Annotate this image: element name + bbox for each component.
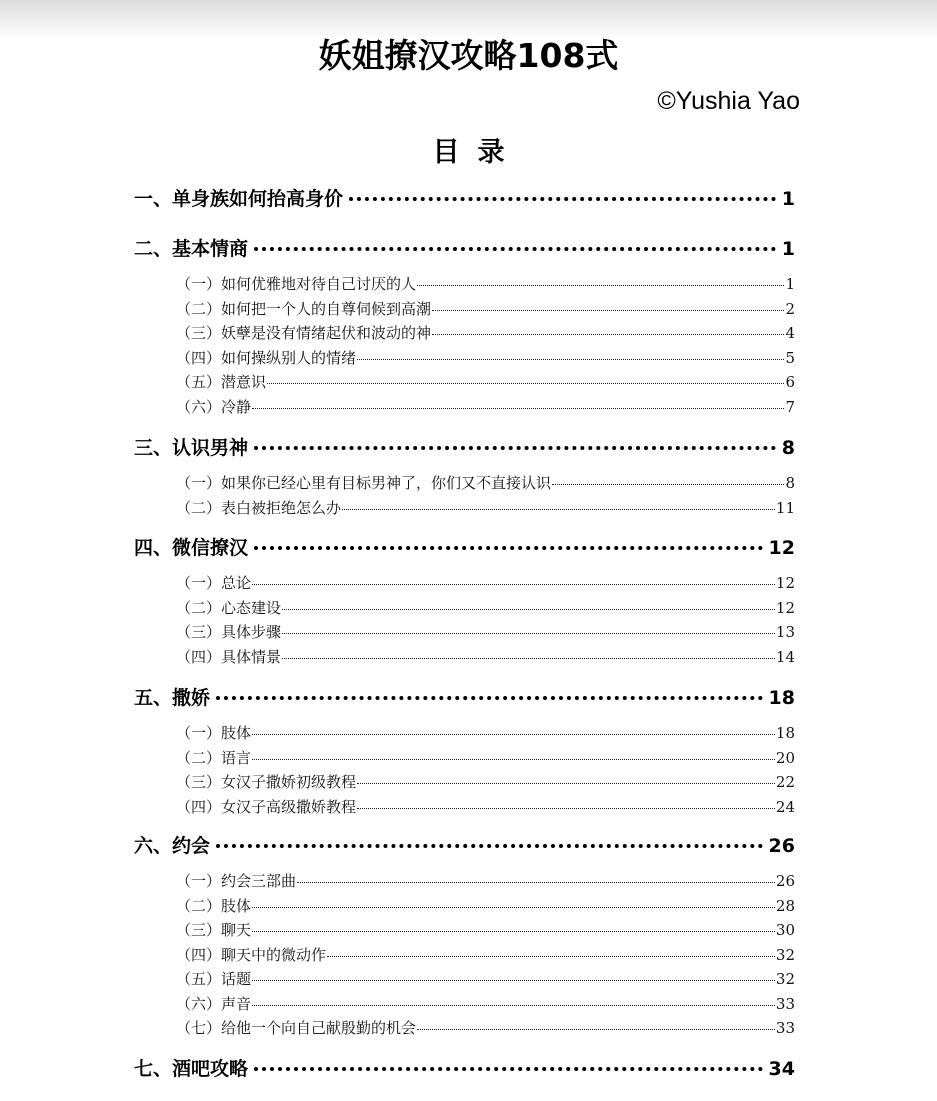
- toc-page-number: 22: [775, 773, 795, 791]
- dot-leader: [552, 484, 784, 485]
- toc-chapter-title: 六、约会: [134, 835, 211, 857]
- toc-page-number: 28: [775, 896, 795, 915]
- toc-section-title: （三）聊天: [176, 921, 252, 939]
- toc-heading-char: 目: [432, 137, 460, 168]
- toc-section-title: （四）女汉子高级撒娇教程: [176, 797, 357, 816]
- toc-section-title: （三）具体步骤: [176, 623, 282, 641]
- toc-section-entry[interactable]: [176, 870, 795, 892]
- toc-page-number: 14: [775, 647, 795, 666]
- toc-section-entry[interactable]: [176, 747, 795, 769]
- toc-page-number: 1: [785, 275, 795, 293]
- toc-chapter-entry[interactable]: [134, 533, 795, 565]
- toc-section-entry[interactable]: [176, 1017, 795, 1039]
- dot-leader: [252, 734, 775, 735]
- toc-section-title: （二）肢体: [176, 896, 252, 915]
- dot-leader: [357, 359, 784, 360]
- toc-section-title: （一）如何优雅地对待自己讨厌的人: [176, 275, 417, 293]
- toc-chapter-title: 一、单身族如何抬高身价: [134, 188, 344, 210]
- toc-page-number: 20: [775, 748, 795, 767]
- dot-leader: [216, 696, 763, 700]
- toc-heading: [0, 130, 937, 169]
- dot-leader: [432, 334, 784, 335]
- dot-leader: [282, 609, 775, 610]
- dot-leader: [349, 197, 776, 201]
- dot-leader: [252, 584, 775, 585]
- toc-chapter-entry[interactable]: [134, 234, 795, 266]
- dot-leader: [252, 759, 775, 760]
- toc-page-number: 32: [775, 945, 795, 964]
- dot-leader: [342, 509, 775, 510]
- dot-leader: [254, 546, 763, 550]
- dot-leader: [252, 1005, 775, 1006]
- toc-section-title: （六）冷静: [176, 397, 252, 416]
- toc-page-number: 8: [781, 437, 795, 459]
- toc-section-title: （五）话题: [176, 970, 252, 988]
- toc-chapter-entry[interactable]: [134, 831, 795, 863]
- toc-section-title: （一）如果你已经心里有目标男神了，你们又不直接认识: [176, 474, 552, 492]
- toc-page-number: 11: [775, 498, 795, 517]
- toc-section-entry[interactable]: [176, 895, 795, 917]
- toc-section-title: （二）如何把一个人的自尊伺候到高潮: [176, 299, 432, 318]
- toc-page-number: 8: [785, 474, 795, 492]
- toc-page-number: 26: [768, 835, 795, 857]
- toc-page-number: 2: [785, 299, 795, 318]
- toc-page-number: 1: [781, 238, 795, 260]
- toc-page-number: 5: [785, 348, 795, 367]
- dot-leader: [282, 633, 775, 634]
- toc-section-title: （一）约会三部曲: [176, 872, 297, 890]
- toc-chapter-title: 四、微信撩汉: [134, 537, 249, 559]
- toc-section-title: （三）女汉子撒娇初级教程: [176, 773, 357, 791]
- dot-leader: [254, 1067, 763, 1071]
- toc-chapter-entry[interactable]: [134, 433, 795, 465]
- toc-page-number: 26: [775, 872, 795, 890]
- toc-page-number: 30: [775, 921, 795, 939]
- dot-leader: [417, 285, 784, 286]
- toc-page-number: 33: [775, 994, 795, 1013]
- toc-page-number: 33: [775, 1019, 795, 1037]
- toc-chapter-title: 三、认识男神: [134, 437, 249, 459]
- toc-section-entry[interactable]: [176, 472, 795, 494]
- dot-leader: [252, 931, 775, 932]
- dot-leader: [327, 956, 775, 957]
- toc-page-number: 1: [781, 188, 795, 210]
- dot-leader: [254, 247, 776, 251]
- toc-chapter-title: 五、撒娇: [134, 687, 211, 709]
- dot-leader: [254, 446, 776, 450]
- dot-leader: [267, 383, 784, 384]
- toc-section-entry[interactable]: [176, 796, 795, 818]
- document-title: 妖姐撩汉攻略108式: [318, 36, 619, 75]
- toc-section-title: （四）具体情景: [176, 647, 282, 666]
- toc-section-title: （二）心态建设: [176, 598, 282, 617]
- dot-leader: [417, 1029, 775, 1030]
- toc-page-number: 32: [775, 970, 795, 988]
- toc-section-entry[interactable]: [176, 298, 795, 320]
- toc-section-entry[interactable]: [176, 322, 795, 344]
- toc-section-entry[interactable]: [176, 993, 795, 1015]
- dot-leader: [282, 658, 775, 659]
- author-credit: ©Yushia Yao: [657, 87, 800, 115]
- toc-page-number: 18: [768, 687, 795, 709]
- dot-leader: [252, 907, 775, 908]
- toc-section-entry[interactable]: [176, 572, 795, 594]
- toc-section-entry[interactable]: [176, 919, 795, 941]
- toc-page-number: 18: [775, 724, 795, 742]
- toc-page-number: 7: [785, 397, 795, 416]
- toc-section-entry[interactable]: [176, 597, 795, 619]
- toc-section-entry[interactable]: [176, 944, 795, 966]
- toc-page-number: 12: [775, 574, 795, 592]
- toc-section-title: （二）表白被拒绝怎么办: [176, 498, 342, 517]
- toc-section-title: （一）总论: [176, 574, 252, 592]
- toc-page-number: 4: [785, 324, 795, 342]
- toc-chapter-entry[interactable]: [134, 1054, 795, 1086]
- toc-section-title: （二）语言: [176, 748, 252, 767]
- toc-page-number: 6: [785, 373, 795, 391]
- toc-section-entry[interactable]: [176, 722, 795, 744]
- dot-leader: [357, 808, 775, 809]
- toc-section-title: （六）声音: [176, 994, 252, 1013]
- toc-section-title: （七）给他一个向自己献殷勤的机会: [176, 1019, 417, 1037]
- dot-leader: [297, 882, 775, 883]
- toc-section-entry[interactable]: [176, 347, 795, 369]
- toc-section-entry[interactable]: [176, 396, 795, 418]
- toc-section-title: （一）肢体: [176, 724, 252, 742]
- toc-page-number: 12: [768, 537, 795, 559]
- dot-leader: [216, 844, 763, 848]
- toc-section-entry[interactable]: [176, 621, 795, 643]
- toc-section-entry[interactable]: [176, 371, 795, 393]
- toc-section-entry[interactable]: [176, 771, 795, 793]
- dot-leader: [432, 310, 784, 311]
- toc-chapter-title: 二、基本情商: [134, 238, 249, 260]
- toc-section-title: （五）潜意识: [176, 373, 267, 391]
- toc-heading-char: 录: [477, 137, 505, 168]
- toc-section-title: （四）聊天中的微动作: [176, 945, 327, 964]
- toc-section-entry[interactable]: [176, 273, 795, 295]
- toc-chapter-title: 七、酒吧攻略: [134, 1058, 249, 1080]
- toc-section-entry[interactable]: [176, 968, 795, 990]
- toc-page-number: 13: [775, 623, 795, 641]
- toc-page-number: 12: [775, 598, 795, 617]
- toc-section-entry[interactable]: [176, 497, 795, 519]
- toc-section-entry[interactable]: [176, 646, 795, 668]
- toc-section-title: （四）如何操纵别人的情绪: [176, 348, 357, 367]
- dot-leader: [357, 783, 775, 784]
- toc-chapter-entry[interactable]: [134, 184, 795, 216]
- dot-leader: [252, 980, 775, 981]
- toc-page-number: 34: [768, 1058, 795, 1080]
- toc-section-title: （三）妖孽是没有情绪起伏和波动的神: [176, 324, 432, 342]
- toc-chapter-entry[interactable]: [134, 683, 795, 715]
- toc-page-number: 24: [775, 797, 795, 816]
- dot-leader: [252, 408, 784, 409]
